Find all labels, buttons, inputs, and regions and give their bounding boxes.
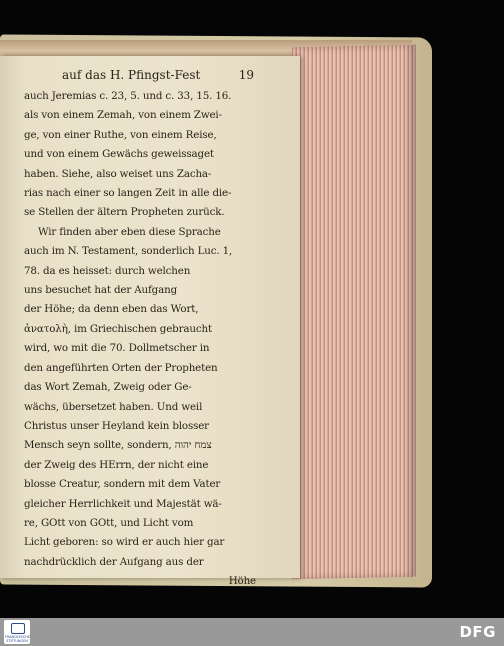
text-line: Mensch seyn sollte, sondern, צמח יהוה [24, 439, 212, 452]
text-line: als von einem Zemah, von einem Zwei- [24, 109, 222, 122]
text-line: rias nach einer so langen Zeit in alle die- [24, 187, 232, 200]
text-line: auch Jeremias c. 23, 5. und c. 33, 15. 16. [24, 90, 232, 102]
text-line: 78. da es heisset: durch welchen [24, 264, 191, 277]
text-line: wird, wo mit die 70. Dollmetscher in [24, 342, 210, 355]
text-line: haben. Siehe, also weiset uns Zacha- [24, 167, 212, 180]
text-line: ge, von einer Ruthe, von einem Reise, [24, 128, 217, 141]
text-line: uns besuchet hat der Aufgang [24, 284, 178, 297]
text-line: Licht geboren: so wird er auch hier gar [24, 536, 225, 549]
text-line: der Höhe; da denn eben das Wort, [24, 303, 199, 316]
dfg-logo[interactable]: DFG [459, 623, 496, 641]
text-line: se Stellen der ältern Propheten zurück. [24, 206, 225, 219]
text-line: Wir finden aber eben diese Sprache [38, 225, 221, 238]
page-number: 19 [238, 68, 254, 82]
text-line: wächs, übersetzet haben. Und weil [24, 400, 203, 413]
page-text [24, 68, 256, 592]
text-line: ἀνατολὴ, im Griechischen gebraucht [24, 322, 212, 335]
catchword: Höhe [228, 575, 256, 588]
text-line: den angeführten Orten der Propheten [24, 361, 218, 374]
page-header [24, 68, 256, 82]
text-line: re, GOtt von GOtt, und Licht vom [24, 516, 194, 529]
institution-logo[interactable] [4, 620, 30, 644]
text-line: und von einem Gewächs geweissaget [24, 148, 214, 161]
book-page-edges [292, 45, 416, 580]
text-line: nachdrücklich der Aufgang aus der [24, 555, 204, 568]
logo-emblem-icon [11, 623, 25, 634]
text-line: auch im N. Testament, sonderlich Luc. 1, [24, 245, 233, 258]
text-line: Christus unser Heyland kein blosser [24, 419, 209, 432]
text-line: der Zweig des HErrn, der nicht eine [24, 458, 209, 471]
book-page [0, 56, 300, 588]
logo-text: FRANCKESCHE STIFTUNGEN [5, 635, 30, 643]
text-line: blosse Creatur, sondern mit dem Vater [24, 478, 221, 491]
viewer-footer [0, 618, 504, 646]
running-header: auf das H. Pfingst-Fest [62, 68, 201, 82]
text-line: gleicher Herrlichkeit und Majestät wä- [24, 497, 222, 510]
text-line: das Wort Zemah, Zweig oder Ge- [24, 381, 192, 394]
